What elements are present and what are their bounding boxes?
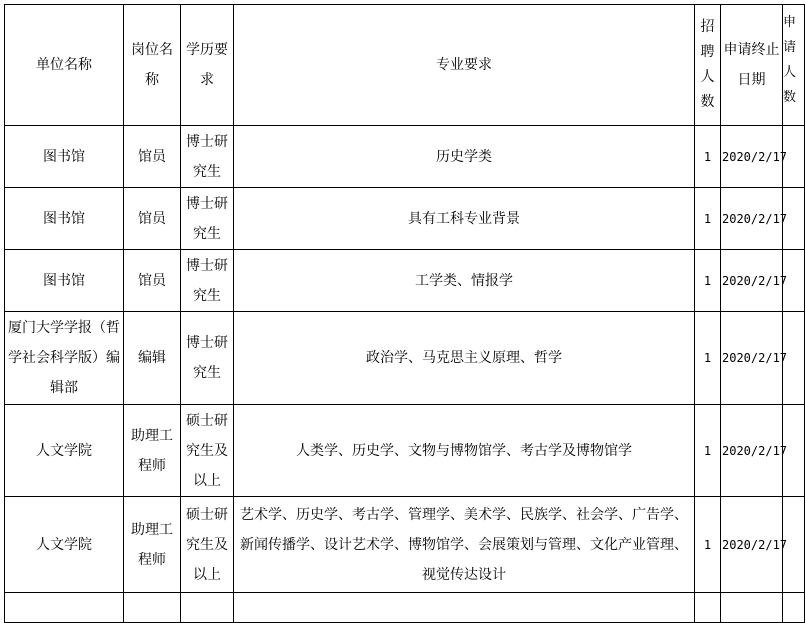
cell-unit: 人文学院 [5,405,124,497]
cell-major: 工学类、情报学 [234,250,695,312]
cell-deadline: 2020/2/17 [721,405,783,497]
cell-major: 政治学、马克思主义原理、哲学 [234,312,695,405]
header-row [5,5,805,126]
cell-count: 1 [695,188,721,250]
cell-education: 博士研究生 [181,250,234,312]
table-row-partial [5,593,805,623]
header-education: 学历要求 [181,5,234,126]
cell-deadline: 2020/2/17 [721,126,783,188]
header-count: 招聘人数 [695,5,721,126]
header-unit: 单位名称 [5,5,124,126]
recruitment-table [4,4,805,623]
table-container [4,4,804,604]
cell-education: 博士研究生 [181,312,234,405]
cell-position: 馆员 [124,188,181,250]
cell-deadline: 2020/2/17 [721,312,783,405]
cell-major: 具有工科专业背景 [234,188,695,250]
cell-deadline: 2020/2/17 [721,188,783,250]
cell-position: 助理工程师 [124,497,181,593]
header-deadline: 申请终止日期 [721,5,783,126]
cell-deadline: 2020/2/17 [721,497,783,593]
cell-education: 博士研究生 [181,126,234,188]
cell-unit: 图书馆 [5,126,124,188]
table-row [5,497,805,593]
cell-major: 艺术学、历史学、考古学、管理学、美术学、民族学、社会学、广告学、新闻传播学、设计艺术学、博物馆学、会展策划与管理、文化产业管理、视觉传达设计 [234,497,695,593]
cell-count: 1 [695,250,721,312]
cell-unit: 人文学院 [5,497,124,593]
cell-position: 馆员 [124,250,181,312]
table-row [5,250,805,312]
cell-position: 馆员 [124,126,181,188]
table-row [5,312,805,405]
cell-education: 博士研究生 [181,188,234,250]
cell-position: 助理工程师 [124,405,181,497]
cell-deadline: 2020/2/17 [721,250,783,312]
cell-education: 硕士研究生及以上 [181,497,234,593]
cell-unit: 图书馆 [5,250,124,312]
table-row [5,405,805,497]
cell-education: 硕士研究生及以上 [181,405,234,497]
cell-unit: 图书馆 [5,188,124,250]
cell-count: 1 [695,497,721,593]
cell-position: 编辑 [124,312,181,405]
header-extra: 申请人数 [783,5,805,126]
cell-major: 人类学、历史学、文物与博物馆学、考古学及博物馆学 [234,405,695,497]
header-major: 专业要求 [234,5,695,126]
header-position: 岗位名称 [124,5,181,126]
cell-major: 历史学类 [234,126,695,188]
cell-count: 1 [695,405,721,497]
cell-unit: 厦门大学学报（哲学社会科学版）编辑部 [5,312,124,405]
cell-count: 1 [695,126,721,188]
table-row [5,126,805,188]
cell-count: 1 [695,312,721,405]
table-row [5,188,805,250]
